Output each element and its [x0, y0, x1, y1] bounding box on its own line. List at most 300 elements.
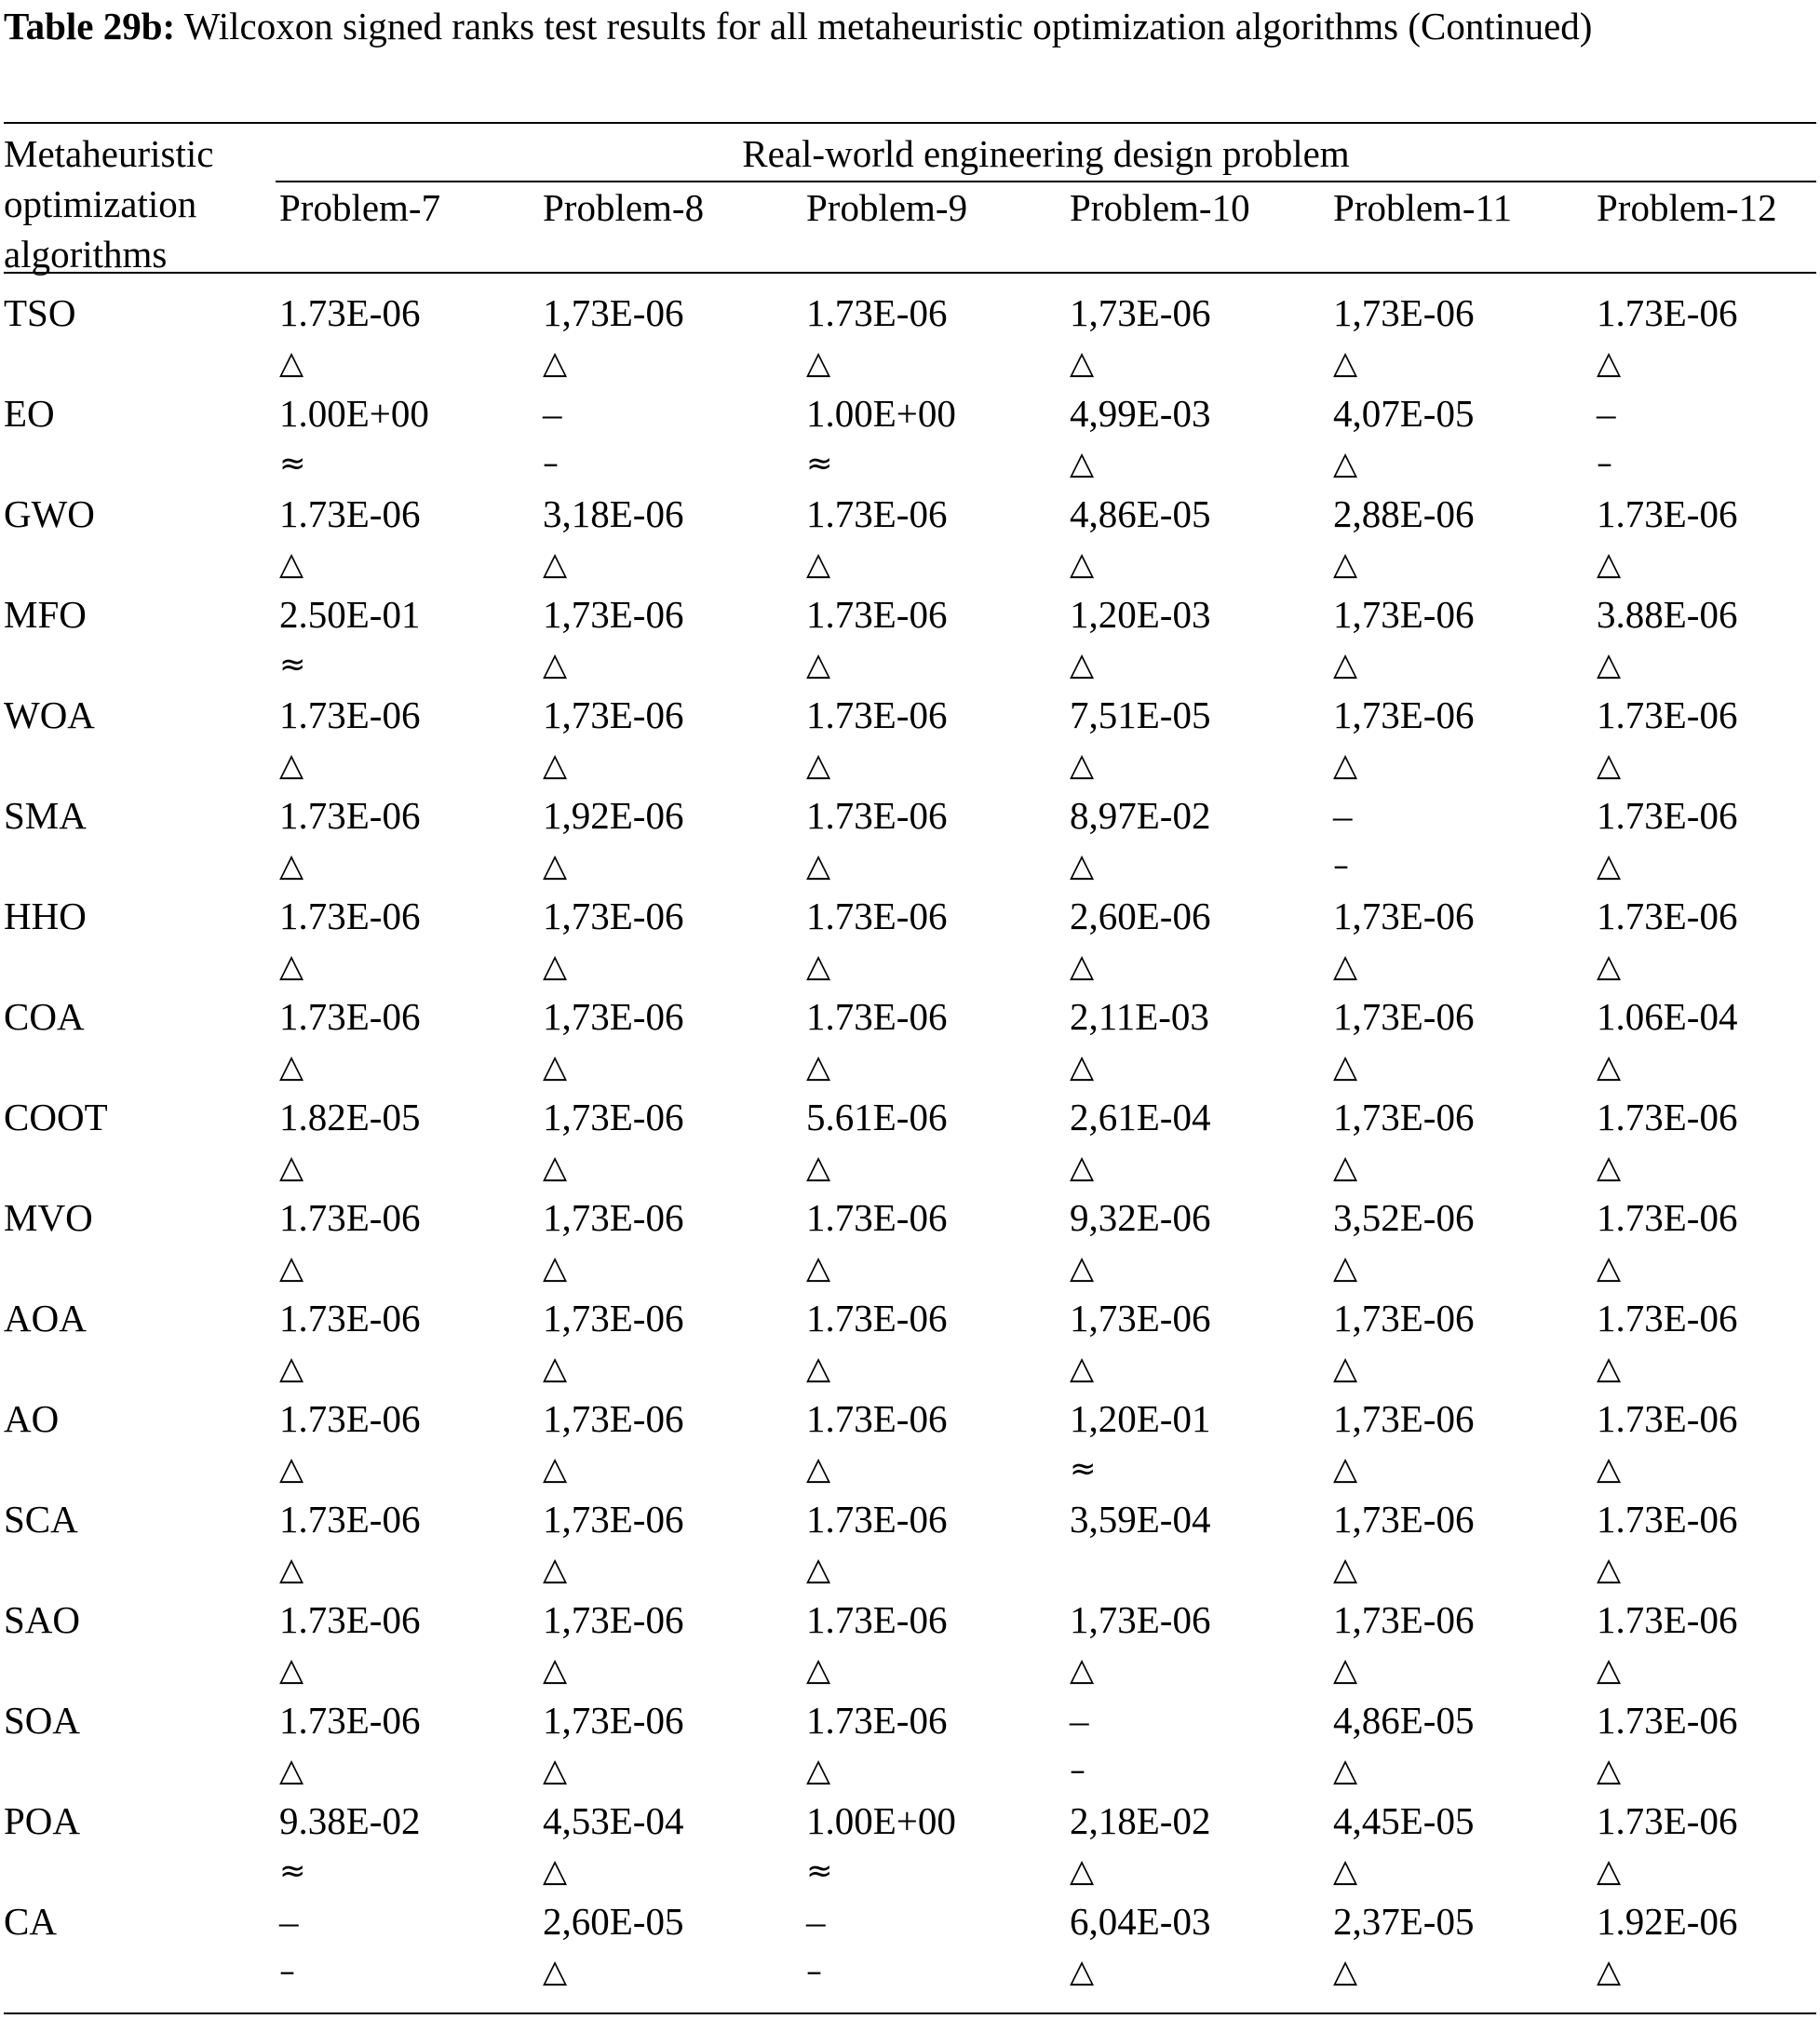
p-value: – [1333, 794, 1353, 837]
row-label: MFO [4, 593, 87, 636]
p-value: 1,73E-06 [543, 291, 684, 334]
table-cell [806, 891, 947, 991]
stub-header [4, 128, 264, 279]
p-value: 3,52E-06 [1333, 1196, 1475, 1239]
p-value: 1.73E-06 [279, 1196, 421, 1239]
stub-header-line: algorithms [4, 233, 168, 276]
row-label: SCA [4, 1498, 78, 1541]
table-cell [1070, 489, 1210, 589]
significance-symbol: △ [1597, 1551, 1622, 1588]
table-cell [806, 1293, 947, 1393]
p-value: 1,73E-06 [543, 1598, 684, 1641]
p-value: 1,73E-06 [1333, 895, 1475, 937]
significance-symbol: △ [1070, 948, 1095, 985]
row-label: TSO [4, 291, 76, 334]
table-cell [1333, 991, 1474, 1092]
significance-symbol: △ [1597, 1450, 1622, 1487]
column-header: Problem-11 [1333, 186, 1513, 229]
table-cell [806, 690, 947, 790]
significance-symbol: – [543, 445, 559, 482]
significance-symbol: △ [1070, 1852, 1095, 1890]
row-label: AOA [4, 1297, 87, 1339]
table-cell [806, 1796, 956, 1896]
table-cell [1333, 690, 1474, 790]
significance-symbol: △ [1597, 1651, 1622, 1689]
significance-symbol: △ [543, 747, 568, 784]
table-cell [1070, 1796, 1210, 1896]
p-value: 1,73E-06 [1333, 593, 1475, 636]
p-value: 1.92E-06 [1597, 1900, 1738, 1943]
table-cell [543, 790, 683, 891]
significance-symbol: △ [1597, 1350, 1622, 1387]
table-cell [1070, 1293, 1210, 1393]
table-cell [1333, 891, 1474, 991]
p-value: 1.82E-05 [279, 1096, 421, 1138]
p-value: 9.38E-02 [279, 1799, 421, 1842]
p-value: 1.73E-06 [1597, 492, 1738, 535]
p-value: 1.73E-06 [806, 1297, 948, 1339]
row-label: SAO [4, 1598, 81, 1641]
table-cell [1070, 589, 1210, 690]
significance-symbol: – [1333, 847, 1349, 884]
table-cell [543, 1595, 683, 1695]
table-cell [1333, 1092, 1474, 1192]
p-value: 1.73E-06 [1597, 291, 1738, 334]
significance-symbol: △ [806, 344, 831, 382]
p-value: 2.50E-01 [279, 593, 421, 636]
column-header: Problem-7 [279, 186, 441, 229]
table-cell [1070, 1092, 1210, 1192]
significance-symbol: △ [543, 847, 568, 884]
significance-symbol: △ [543, 1149, 568, 1186]
p-value: 4,86E-05 [1333, 1699, 1475, 1742]
significance-symbol: △ [1333, 1450, 1358, 1487]
significance-symbol: △ [1333, 1651, 1358, 1689]
significance-symbol: △ [279, 847, 304, 884]
p-value: 1,73E-06 [1333, 291, 1475, 334]
p-value: 1.73E-06 [1597, 794, 1738, 837]
significance-symbol: △ [279, 1350, 304, 1387]
significance-symbol: ≈ [806, 445, 833, 482]
table-cell [279, 388, 429, 489]
p-value: 1.73E-06 [279, 1397, 421, 1440]
table-cell [1597, 1796, 1737, 1896]
p-value: 1.73E-06 [1597, 1598, 1738, 1641]
column-header: Problem-9 [806, 186, 968, 229]
significance-symbol: △ [806, 1350, 831, 1387]
table-cell [279, 1092, 420, 1192]
p-value: 2,18E-02 [1070, 1799, 1211, 1842]
significance-symbol: △ [806, 948, 831, 985]
significance-symbol: ≈ [1070, 1450, 1097, 1487]
table-cell [543, 690, 683, 790]
table-cell [1597, 1595, 1737, 1695]
significance-symbol: △ [1597, 747, 1622, 784]
significance-symbol: △ [1333, 747, 1358, 784]
caption-label: Table 29b: [4, 5, 176, 47]
p-value: 1,20E-03 [1070, 593, 1211, 636]
significance-symbol: △ [806, 646, 831, 683]
significance-symbol: ≈ [279, 1852, 306, 1890]
p-value: 1,73E-06 [1070, 1297, 1211, 1339]
significance-symbol: △ [1070, 847, 1095, 884]
significance-symbol: △ [806, 1651, 831, 1689]
table-cell [806, 388, 956, 489]
bottom-rule [4, 2012, 1816, 2014]
significance-symbol: △ [1070, 646, 1095, 683]
significance-symbol: △ [279, 545, 304, 583]
significance-symbol: △ [1333, 1551, 1358, 1588]
significance-symbol: △ [1333, 1752, 1358, 1789]
p-value: 1,20E-01 [1070, 1397, 1211, 1440]
table-cell [1070, 1393, 1210, 1494]
significance-symbol: △ [279, 344, 304, 382]
significance-symbol: △ [543, 545, 568, 583]
p-value: 1.73E-06 [1597, 1196, 1738, 1239]
significance-symbol: ≈ [806, 1852, 833, 1890]
table-cell [1333, 1393, 1474, 1494]
table-cell [806, 489, 947, 589]
table-cell [543, 1293, 683, 1393]
p-value: 9,32E-06 [1070, 1196, 1211, 1239]
table-cell [543, 1695, 683, 1796]
significance-symbol: △ [1333, 1852, 1358, 1890]
row-label: AO [4, 1397, 60, 1440]
significance-symbol: △ [279, 1752, 304, 1789]
table-cell [1597, 1192, 1737, 1293]
p-value: 1,73E-06 [543, 995, 684, 1038]
p-value: 4,86E-05 [1070, 492, 1211, 535]
table-cell [1070, 1695, 1089, 1796]
p-value: 1.73E-06 [806, 995, 948, 1038]
significance-symbol: △ [1597, 1249, 1622, 1286]
stub-header-line: Metaheuristic [4, 132, 214, 175]
p-value: 1.73E-06 [279, 895, 421, 937]
p-value: – [806, 1900, 826, 1943]
p-value: 1.73E-06 [806, 794, 948, 837]
significance-symbol: △ [1597, 1852, 1622, 1890]
p-value: 1.73E-06 [806, 291, 948, 334]
table-cell [806, 589, 947, 690]
p-value: 1.73E-06 [279, 794, 421, 837]
p-value: 1,73E-06 [543, 1699, 684, 1742]
significance-symbol: △ [279, 1551, 304, 1588]
p-value: 3,18E-06 [543, 492, 684, 535]
table-cell [806, 1092, 947, 1192]
p-value: 2,61E-04 [1070, 1096, 1211, 1138]
table-cell [279, 991, 420, 1092]
table-cell [1333, 1494, 1474, 1595]
significance-symbol: △ [543, 1551, 568, 1588]
significance-symbol: △ [1070, 1048, 1095, 1085]
p-value: 1.73E-06 [806, 1598, 948, 1641]
significance-symbol: △ [543, 948, 568, 985]
p-value: 1,73E-06 [543, 1297, 684, 1339]
table-cell [543, 489, 683, 589]
significance-symbol: △ [1333, 1249, 1358, 1286]
significance-symbol: – [279, 1953, 295, 1990]
p-value: 1,73E-06 [543, 1498, 684, 1541]
row-label: MVO [4, 1196, 93, 1239]
p-value: 4,53E-04 [543, 1799, 684, 1842]
p-value: – [543, 392, 562, 435]
significance-symbol: △ [543, 1450, 568, 1487]
p-value: 1,73E-06 [1333, 1297, 1475, 1339]
header-rule [4, 272, 1816, 274]
p-value: 1.73E-06 [1597, 895, 1738, 937]
p-value: 1.73E-06 [279, 1297, 421, 1339]
significance-symbol: △ [1070, 1249, 1095, 1286]
table-cell [1070, 1595, 1210, 1695]
table-cell [279, 1896, 299, 1997]
p-value: 1,73E-06 [543, 593, 684, 636]
table-cell [1597, 589, 1737, 690]
row-label: SOA [4, 1699, 81, 1742]
table-cell [543, 991, 683, 1092]
significance-symbol: △ [1333, 948, 1358, 985]
table-cell [543, 1393, 683, 1494]
significance-symbol: △ [279, 1249, 304, 1286]
p-value: 1.73E-06 [806, 895, 948, 937]
p-value: 1,73E-06 [1333, 995, 1475, 1038]
table-cell [279, 1192, 420, 1293]
table-cell [1597, 1695, 1737, 1796]
p-value: 1.73E-06 [1597, 1498, 1738, 1541]
significance-symbol: △ [543, 1953, 568, 1990]
table-cell [1070, 1192, 1210, 1293]
significance-symbol: △ [1597, 1953, 1622, 1990]
table-cell [1597, 1494, 1737, 1595]
table-cell [279, 288, 420, 388]
table-cell [279, 489, 420, 589]
p-value: 1.73E-06 [279, 1699, 421, 1742]
significance-symbol: △ [1333, 1149, 1358, 1186]
table-cell [1597, 690, 1737, 790]
p-value: 1.06E-04 [1597, 995, 1738, 1038]
p-value: 7,51E-05 [1070, 693, 1211, 736]
table-cell [279, 1293, 420, 1393]
table-cell [1597, 790, 1737, 891]
table-cell [806, 991, 947, 1092]
stub-header-line: optimization [4, 182, 197, 225]
significance-symbol: △ [543, 1249, 568, 1286]
significance-symbol: △ [1597, 545, 1622, 583]
table-cell [1070, 1494, 1210, 1595]
table-cell [279, 690, 420, 790]
table-cell [543, 1494, 683, 1595]
table-cell [1070, 790, 1210, 891]
significance-symbol: △ [806, 545, 831, 583]
table-cell [279, 1796, 420, 1896]
p-value: 1.00E+00 [279, 392, 429, 435]
significance-symbol: △ [279, 1450, 304, 1487]
table-cell [1333, 388, 1474, 489]
p-value: 1,73E-06 [1333, 1397, 1475, 1440]
table-cell [1597, 1293, 1737, 1393]
p-value: 1.73E-06 [279, 693, 421, 736]
table-cell [1333, 1896, 1474, 1997]
significance-symbol: △ [543, 1852, 568, 1890]
table-cell [1070, 891, 1210, 991]
p-value: 4,07E-05 [1333, 392, 1475, 435]
significance-symbol: △ [1070, 1953, 1095, 1990]
table-cell [806, 288, 947, 388]
p-value: 1.73E-06 [1597, 1096, 1738, 1138]
spanner-header: Real-world engineering design problem [742, 132, 1350, 175]
significance-symbol: △ [1597, 948, 1622, 985]
p-value: 3,59E-04 [1070, 1498, 1211, 1541]
table-cell [1333, 288, 1474, 388]
significance-symbol: △ [279, 1048, 304, 1085]
significance-symbol: ≈ [279, 646, 306, 683]
table-cell [806, 1494, 947, 1595]
column-header: Problem-8 [543, 186, 705, 229]
significance-symbol: △ [806, 1450, 831, 1487]
table-cell [1070, 1896, 1210, 1997]
p-value: 1.73E-06 [806, 1699, 948, 1742]
table-cell [1333, 790, 1353, 891]
table-cell [543, 891, 683, 991]
significance-symbol: △ [1597, 646, 1622, 683]
p-value: 1,73E-06 [543, 1096, 684, 1138]
significance-symbol: △ [1333, 545, 1358, 583]
p-value: 6,04E-03 [1070, 1900, 1211, 1943]
table-cell [543, 1796, 683, 1896]
significance-symbol: △ [279, 948, 304, 985]
significance-symbol: △ [806, 1752, 831, 1789]
significance-symbol: △ [806, 1149, 831, 1186]
significance-symbol: △ [543, 646, 568, 683]
significance-symbol: △ [543, 1350, 568, 1387]
column-header: Problem-10 [1070, 186, 1250, 229]
table-cell [1597, 1896, 1737, 1997]
table-cell [1070, 388, 1210, 489]
significance-symbol: △ [1597, 847, 1622, 884]
p-value: 1,73E-06 [1333, 1598, 1475, 1641]
table-cell [543, 1192, 683, 1293]
p-value: 1.73E-06 [1597, 1297, 1738, 1339]
table-caption [4, 2, 1817, 51]
p-value: 1.73E-06 [279, 1498, 421, 1541]
table-cell [806, 1695, 947, 1796]
p-value: 1,73E-06 [1070, 1598, 1211, 1641]
row-label: SMA [4, 794, 87, 837]
p-value: 1.73E-06 [1597, 1699, 1738, 1742]
table-cell [1333, 589, 1474, 690]
row-label: CA [4, 1900, 57, 1943]
table-cell [1597, 1092, 1737, 1192]
table-cell [1333, 489, 1474, 589]
p-value: 1.73E-06 [279, 995, 421, 1038]
significance-symbol: ≈ [279, 445, 306, 482]
table-cell [1333, 1192, 1474, 1293]
significance-symbol: △ [1070, 445, 1095, 482]
table-cell [806, 1896, 826, 1997]
significance-symbol: △ [1333, 1048, 1358, 1085]
table-cell [1070, 991, 1209, 1092]
p-value: 1,92E-06 [543, 794, 684, 837]
top-rule [4, 122, 1816, 124]
p-value: 2,11E-03 [1070, 995, 1209, 1038]
table-cell [543, 388, 562, 489]
significance-symbol [1070, 1544, 1210, 1595]
significance-symbol: △ [1333, 646, 1358, 683]
row-label: POA [4, 1799, 81, 1842]
table-cell [1070, 690, 1210, 790]
row-label: COOT [4, 1096, 108, 1138]
table-cell [1597, 288, 1737, 388]
p-value: 1,73E-06 [1333, 1498, 1475, 1541]
table-cell [806, 790, 947, 891]
p-value: – [1597, 392, 1616, 435]
significance-symbol: △ [543, 1651, 568, 1689]
p-value: 4,45E-05 [1333, 1799, 1475, 1842]
significance-symbol: – [1070, 1752, 1085, 1789]
p-value: 1.00E+00 [806, 392, 956, 435]
p-value: 2,37E-05 [1333, 1900, 1475, 1943]
significance-symbol: △ [1070, 1651, 1095, 1689]
significance-symbol: △ [279, 1651, 304, 1689]
p-value: 2,88E-06 [1333, 492, 1475, 535]
table-cell [279, 1393, 420, 1494]
p-value: 1.73E-06 [1597, 1799, 1738, 1842]
table-cell [1597, 991, 1737, 1092]
table-cell [1333, 1796, 1474, 1896]
significance-symbol: △ [806, 1249, 831, 1286]
p-value: 1,73E-06 [1333, 693, 1475, 736]
significance-symbol: △ [1333, 1953, 1358, 1990]
significance-symbol: △ [543, 1752, 568, 1789]
significance-symbol: △ [1070, 1149, 1095, 1186]
table-cell [279, 1595, 420, 1695]
table-cell [279, 891, 420, 991]
table-cell [543, 288, 683, 388]
p-value: 2,60E-05 [543, 1900, 684, 1943]
table-cell [806, 1192, 947, 1293]
table-cell [279, 589, 420, 690]
p-value: 1.73E-06 [806, 1498, 948, 1541]
significance-symbol: △ [1597, 1752, 1622, 1789]
p-value: – [279, 1900, 299, 1943]
table-cell [1333, 1595, 1474, 1695]
p-value: – [1070, 1699, 1089, 1742]
table-cell [1597, 891, 1737, 991]
p-value: 1,73E-06 [543, 1196, 684, 1239]
significance-symbol: △ [1597, 344, 1622, 382]
table-cell [1597, 489, 1737, 589]
p-value: 5.61E-06 [806, 1096, 948, 1138]
significance-symbol: △ [806, 747, 831, 784]
p-value: 1.00E+00 [806, 1799, 956, 1842]
caption-text: Wilcoxon signed ranks test results for all metaheuristic optimization algorithms (Continued) [183, 5, 1593, 47]
significance-symbol: △ [1070, 1350, 1095, 1387]
p-value: 1,73E-06 [543, 1397, 684, 1440]
significance-symbol: △ [806, 1551, 831, 1588]
table-cell [543, 1896, 683, 1997]
significance-symbol: △ [806, 847, 831, 884]
p-value: 1,73E-06 [543, 693, 684, 736]
table-cell [1597, 1393, 1737, 1494]
table-cell [543, 589, 683, 690]
p-value: 1.73E-06 [806, 593, 948, 636]
p-value: 1,73E-06 [1070, 291, 1211, 334]
significance-symbol: △ [1597, 1149, 1622, 1186]
significance-symbol: △ [279, 747, 304, 784]
row-label: EO [4, 392, 55, 435]
table-cell [806, 1393, 947, 1494]
table-cell [279, 1695, 420, 1796]
significance-symbol: △ [543, 344, 568, 382]
